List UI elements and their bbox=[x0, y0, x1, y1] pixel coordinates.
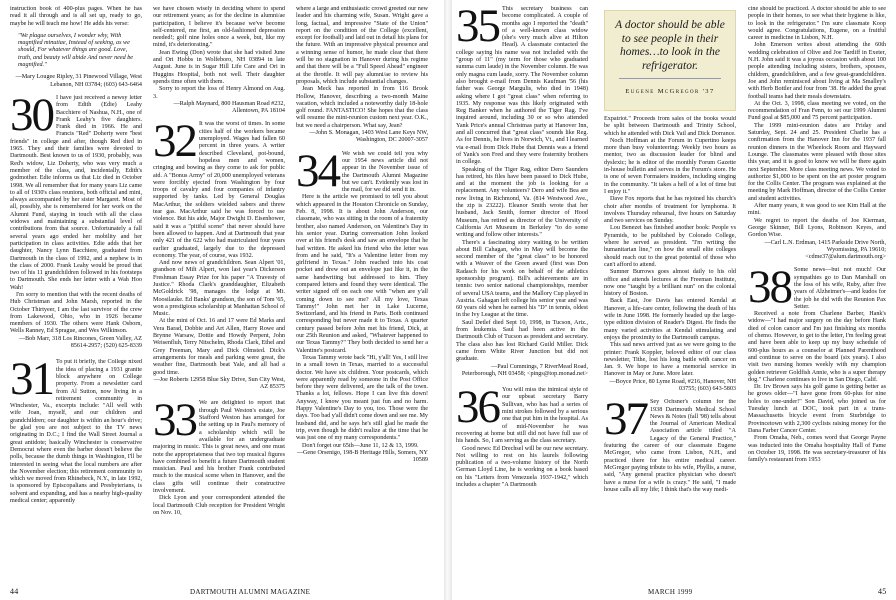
left-page-number: 44 bbox=[10, 587, 19, 596]
col1-intro: instruction book of 400-plus pages. When he has read it all through and is all set up, ready to go, maybe he will teach me how! He adds his verse: bbox=[10, 6, 142, 27]
column-6 bbox=[748, 6, 886, 582]
pull-quote-text: A doctor should be able to see people in their homes…to look in the refrigerator. bbox=[615, 19, 725, 72]
col5-para-4: Lou Benezet has finished another book: People vs Pyramids, to be published by Colorado College, where he served as president. "I'm writing the humanitarian line," on how the small elite colleges should reach out to the great potential of those who can't afford to attend. bbox=[604, 225, 736, 268]
col3-intro: where a large and enthusiastic crowd greeted our new leader and his charming wife, Susan. Wright gave a long, factual, and impressive "State of the Union" report on the condition of the College (excellent, except for football) and laid out in detail his plans for the future. With an impressive physical presence and a winning sense of humor, he made clear that there will be no stagnation in Hanover during his regime and that there will be a "Full Speed Ahead" engineer at the throttle. It will pay alumni/ae to review his proposals, which include substantial changes. bbox=[296, 6, 428, 85]
class-entry-31 bbox=[10, 359, 142, 505]
col2-para-6: Dick Lyon and your correspondent attended the local Dartmouth Club reception for President Wright on Nov. 10, bbox=[153, 495, 285, 516]
col4-para-2: Speaking of the Tiger Rag, editor Dero Saunders has retired, his files have been passed to Dick Hube, and at the moment the job is looking for a replacement. Any volunteers? Dero and wife Bea are now living in Richmond, Va. (814 Westwood Ave., the zip is 23222). Eleanor Smith wrote that her husband, Jack Smith, former director of Hood Museum, has retired as director of the University of California Art Museum in Berkeley "to do some writing and follow other interests." bbox=[456, 166, 588, 239]
entry-38-text: Some news—but not much! Our sympathies go to Dan Marshall on the loss of his wife, Ruby, after five years of Alzheimer's—and kudos for the job he did with the Reunion Pax Setter. bbox=[794, 267, 886, 310]
col5-para-7: This sad news arrived just as we were going to the printer: Frank Koppler, beloved editor of our class newsletter, Tithe, lost his long battle with cancer on Jan. 9. We hope to have a memorial service in Hanover in May or June. More later. bbox=[604, 342, 736, 378]
col6-para-8: Dr. Irv Brown says his golf game is getting better as he grows older—"I have gone from 60-plus for nine holes to one-under!" Son David, who joined us for Tuesday lunch at DOC, took part in a trans-Massachusetts bicycle event from Sturbridge to Provincetown with 2,300 cyclists raising money for the Dana Farber Cancer Center. bbox=[748, 384, 886, 434]
column-5 bbox=[604, 116, 736, 582]
class-entry-38 bbox=[748, 267, 886, 464]
entry-36-text: You will miss the inimical style of our upbeat secretary Barry Sullivan, who has had a series of mini strokes followed by a serious one that put him in the hospital. As of mid-November he was recovering at home but still did not have full use of his hands. So, I am serving as the class secretary. bbox=[456, 387, 588, 445]
col3-signature-1: —John S. Monagan, 1403 West Lane Keys NW, Washington, DC 20007-3057 bbox=[309, 130, 428, 144]
column-5-wrapper bbox=[600, 6, 740, 582]
entry-33-text: We are delighted to report that through Paul Weston's estate, Joe Stafford Weston has arranged for the setting up in Paul's memory of a scholarship which will be available for an undergraduate majoring in music. This is great news, and one must note the appropriateness that two top musical figures have combined to benefit a future Dartmouth student musician. Paul and his brother Frank contributed much to the musical scene when in Hanover, and the class gifts will continue their constructive involvement. bbox=[153, 400, 285, 494]
col6-para-4: The 1999 mini-reunion dates are Friday and Saturday, Sept. 24 and 25. President Charlie has a confirmation from the Hanover Inn for the 1937 fall reunion dinners in the Wheelock Room and Hayward Lounge. The classmates were pleased with those sites this year, and it is good to know we will be there again next September. More class meeting news. We voted to authorize $1,000 to be spent on the art poster program for the Collis Center. The program was explained at the meeting by Mark Hoffman, director of the Collis Center and student activities. bbox=[748, 122, 886, 202]
class-number-30: 30 bbox=[10, 94, 53, 141]
col6-signature-1: —Carl L.N. Erdman, 1415 Parkside Drive North, Wyomissing, PA 19610; <cdme37@alum.dartmouth.org> bbox=[764, 239, 886, 261]
col1-poem: "We plague ourselves, I wonder why, With magnified minutiae, Instead of seeking, as we should, For whatever things are good. Love, truth, and beauty will abide And never need be magnified." bbox=[18, 32, 133, 69]
col2-intro: we have chosen wisely in deciding where to spend our retirement years; as for the decline in alumni/ae participation, I believe it's because we've become self-centered, me first, an old-fashioned depression needed!; golf nine holes once a week, but, like my mind, it's deteriorating." bbox=[153, 6, 285, 49]
right-footer-date: MARCH 1999 bbox=[648, 588, 693, 596]
class-number-33: 33 bbox=[153, 400, 196, 447]
class-entry-37 bbox=[604, 399, 736, 494]
column-2 bbox=[153, 6, 285, 582]
col6-para-6: We regret to report the deaths of Joe Kierman, George Skinner, Bill Lyons, Robinson Keyes, and Gordon Wise. bbox=[748, 217, 886, 239]
left-footer-title: DARTMOUTH ALUMNI MAGAZINE bbox=[190, 588, 311, 596]
class-number-38: 38 bbox=[748, 267, 791, 314]
col2-para-3: Sorry to report the loss of Henry Almond on Aug. 3. bbox=[153, 86, 285, 100]
col5-para-5: Sumner Burrows goes almost daily to his old office and attends lectures at the Freeman Institute, now one "taught by a brilliant nun" on the colonial history of Boston. bbox=[604, 269, 736, 298]
col2-signature-2: —Joe Roberts 12958 Blue Sky Drive, Sun City West, AZ 85375 bbox=[153, 376, 285, 391]
col3-para-3: Here is the article we promised to tell you about which appeared in the Houston Chronicle on Sunday, Feb. 8, 1998. It is about John Anderson, our classmate, who was sitting in the room of a fraternity brother, also named Anderson, on Valentine's Day in his senior year. During conversation John looked over at his friend's desk and saw an envelope that he had written. He asked his friend who the letter was from and he said, "It's a Valentine letter from my girlfriend in Texas." John reached into his coat pocket and drew out an envelope just like it, in the same handwriting but addressed to him. They compared letters and found they were identical. The writer signed off on each one with "when are y'all coming down to see me? All my love, Texas Tammy!" John met her in Lake Lucerne, Switzerland, and his friend in Paris. Both continued corresponding but never made it to Texas. A quarter century passed before John met his friend, Dick, at our 25th Reunion and asked, "Whatever happened to our Texas Tammy?" They both decided to send her a Valentine's postcard. bbox=[296, 194, 428, 354]
col5-para-2: Noch Hoffman at the Forum in Cupertino keeps more than busy volunteering: Weekly two hours as mentor, two as discussion leader for blind and dyslexic; he is editor of the monthly Forum Gazette in-house bulletin and serves in the Forum's store. He is one of seven Formaiers insiders, including singing in the community. "It takes a hell of a lot of time but I enjoy it." bbox=[604, 137, 736, 195]
col4-para-5: Good news: Ed Drechsel will be our new secretary. Not willing to rest on his laurels following publication of a two-volume history of the North German Lloyd Line, he is working on a book based on his "Letters from Venezuela 1937-1942," which includes a chapter "A Dartmouth bbox=[456, 445, 588, 488]
col1-signature: —Mary Lougee Ripley, 31 Pinewood Village, West Lebanon, NH 03784; (603) 643-6464 bbox=[15, 74, 142, 88]
col6-para-7: Received a note from Charlene Barber, Hank's widow—"I had major surgery on the day before Hank died of colon cancer and I'm just finishing six months of chemo. However, to get to the letter, I'm feeling great and have been able to keep up my busy schedule of 600-plus hours as a counselor at Planned Parenthood and continue to serve on the board (six years). I also visit two nursing homes weekly with my champion golden retriever Goldfish Annie, who is a super therapy dog." Charlene continues to live in San Diego, Calif. bbox=[748, 311, 886, 383]
entry-34-text: We wish we could tell you why our 1954 news article did not appear in the November issue of the Dartmouth Alumni Magazine but we can't. Evidently was lost in the mail, for we did send it in. bbox=[342, 150, 428, 194]
col2-para-4: And now news of grandchildren. Sean Alpert '01, grandson of Milt Alpert, won last year's Dickerson Freshman Essay Prize for his paper "A Travesty of Justice." Rhoda Clark's granddaughter, Elizabeth McGoldrick '98, manages the lodge at Mt. Moosilauke. Ed Banks' grandson, the son of Tom '65, won a prestigious scholarship at Manhattan School of Music. bbox=[153, 260, 285, 318]
right-page bbox=[452, 0, 896, 600]
entry-30-signature: —Bob Marr, 318 Los Rincones, Green Valley, AZ 85614-2957; (520) 625-8339 bbox=[18, 335, 142, 350]
class-number-32: 32 bbox=[153, 121, 196, 168]
col5-para-3: Dave Fox reports that he has rejoined his church's choir after months of treatment for lymphoma. It involves Thursday rehearsal, five hours on Saturday and two services on Sunday. bbox=[604, 196, 736, 225]
col3-para-5: Don't forget our 65th—June 11, 12 & 13, 1999. bbox=[302, 442, 419, 449]
col6-para-5: After many years, it was good to see Kim Hall at the mini. bbox=[748, 203, 886, 217]
col2-para-5: At the mini of Oct. 16 and 17 were Ed Marks and Vera Barad, Dobbie and Art Allen, Harry Rowe and Brynne Warsaw, Dottie and Howdy Perpent, John Weisenfluh, Terry Nitschelm, Rhoda Clark, Ethel and Grey Freeman, Mary and Dick Olmsted. Dick's arrangements for meals and parking were great, the weather fine, Dartmouth beat Yale, and all had a good time. bbox=[153, 318, 285, 376]
col2-para-2: Jean Ewing (Don) wrote that she had visited June and Ori Hobbs in Wolfeboro, NH 03894 in late August. June is in Sugar Hill Life Care and Ori in Huggins Hospital, both not well. Their daughter spends time often with them. bbox=[153, 49, 285, 85]
col5-para-6: Back East, Joe Davis has entered Kendal at Hanover, a life-care center, following the death of his wife in June 1998. He formerly headed up the large-type edition division of Reader's Digest. He finds the many varied activities at Kendal stimulating and enjoys the proximity to the Dartmouth campus. bbox=[604, 298, 736, 341]
col3-signature-2: —Gene Orsenigo, 198-B Heritage Hills, Somers, NY 10589 bbox=[296, 449, 428, 464]
col6-intro: cine should be practiced. A doctor should be able to see people in their homes, to see what their hygiene is like, to look in the refrigerator." I'm sure classmate Koop would agree. Congratulations, Eugene, on a fruitful career in medicine in Lisbon, N.H. bbox=[748, 6, 886, 42]
col6-para-9: From Omaha, Neb., comes word that George Payne was inducted into the Omaha hospitality Hall of Fame on October 19, 1998. He was secretary-treasurer of his family's restaurant from 1953 bbox=[748, 435, 886, 464]
class-entry-33 bbox=[153, 400, 285, 517]
class-number-36: 36 bbox=[456, 387, 499, 434]
col6-para-2: John Emerson writes about attending the 60th wedding celebration of Olive and Joe Tardiff in Exeter, N.H. John said it was a joyous occasion with about 100 people attending including sisters, brothers, spouses, children, grandchildren, and a few great-grandchildren. Joe and John reminisced about living at Ma Smalley's with Herb Bottler and four from '38. He added the great football teams had their meals downstairs. bbox=[748, 42, 886, 100]
col4-para-3: There's a fascinating story waiting to be written about Bill Cahagan, who in May will become the second member of the "great class" to be honored with a Weaver of the Green award (first was Don Radasch for his work on behalf of the athletics sponsorship program). Bill's achievements are in tennis: two senior national championships, member of several USA teams, and the Mallory Cup played in Austria. Gahagan left college his senior year and was 60 years old when he earned his "D" in tennis, oldest in the Ivy League at the time. bbox=[456, 239, 588, 319]
class-entry-35 bbox=[456, 6, 588, 381]
class-number-34: 34 bbox=[296, 150, 339, 197]
page-gutter bbox=[444, 0, 452, 600]
col5-intro: Expatriot." Proceeds from sales of the books would be split between Dartmouth and Trinity School, which he attended with Dick Vail and Dick Dorrance. bbox=[604, 116, 736, 137]
column-3 bbox=[296, 6, 428, 582]
class-entry-30 bbox=[10, 95, 142, 353]
entry-30-text-2: I'm sorry to mention that with the recent deaths of Hub Christman and John Marsh, reported in the October Thirtyeer, I am the last survivor of the crew from Lakewood, Ohio, who in 1926 became members of 1930. The others were Hank Osborn, Wells Ranney, Ed Sprague, and Wes Wilkinson. bbox=[10, 291, 142, 335]
right-page-number: 45 bbox=[878, 587, 887, 596]
col4-para-4: Saul Detlef died Sept 10, 1998, in Tucson, Ariz., from leukemia. Saul had been active in the Dartmouth Club of Tucson as president and secretary. The class also has lost Richard Guild Miller. Dick came from White River Junction but did not graduate. bbox=[456, 319, 588, 363]
entry-37-text: Sey Ochsner's column for the 1938 Dartmouth Medical School News & Notes (fall '98) tells about the Journal of American Medical Association article titled "A Legacy of the General Practice," featuring the career of our classmate Eugene McGregor, who came from Lisbon, N.H., and practiced there for his entire medical career. McGregor paying tribute to his wife, Phyllis, a nurse, said, "Any general practice physician who doesn't have a nurse for a wife is crazy." He said, "I made house calls all my life; I think that's the way medi- bbox=[604, 399, 736, 493]
col5-signature-1: —Boyce Price, 80 Lyme Road, #216, Hanover, NH 03755; (603) 643-5803 bbox=[609, 378, 736, 392]
col2-signature-1: —Ralph Maynard, 800 Hausman Road #232, Allentown, PA 18104 bbox=[173, 100, 285, 115]
pull-quote-box bbox=[604, 10, 736, 111]
column-1 bbox=[10, 6, 142, 582]
entry-32-text: It was the worst of times. In some cities half of the workers became unemployed. Wages had fallen 60 percent in three years. A writer described Cleveland, pot-bound, hopeless men and women, cringing and bowing as they come to ask for public aid. A "Bonus Army" of 20,000 unemployed veterans were forcibly ejected from Washington by four troops of cavalry and four companies of infantry supported by tanks. Led by General Douglas MacArthur, the soldiers wielded sabers and threw tear gas. MacArthur said he was forced to use violence. But his aide, Major Dwight D. Eisenhower, said it was a "pitiful scene" that never should have been allowed to happen. And at Dartmouth that year only 421 of the 622 who had matriculated four years earlier graduated, largely due to the depressed economy. The year, of course, was 1932. bbox=[153, 121, 285, 259]
class-entry-34 bbox=[296, 151, 428, 468]
class-entry-32 bbox=[153, 121, 285, 394]
class-number-31: 31 bbox=[10, 359, 53, 406]
entry-30-text: I have just received a newsy letter from Edith (Edie) Leahy Bacchiere of Nashua, N.H., one of Frank Leahy's five daughters. Frank died in 1966. He and Francis "Red" Doherty were "best friends" in college and after, though Red died in 1965. They and their families were devoted to Dartmouth. Best known to us of 1930, probably, was Red's widow, Liz Doherty, who was very much a member of the class, and, incidentally, Edith's godmother. Edie informs us that Liz died in October 1998. We all remember that for many years Liz came to all of 1930's class reunions, both official and mini, always accompanied by her sister Margaret. Most of all, possibly, she is remembered for her work on the Alumni Fund, staying in touch with all the class widows and maintaining a substantial level of contributions from that source. Unfortunately a fall several years ago ended her mobility and her participation in class activities. Edie adds that her daughter, Nancy Lynn Bacchiere, graduated from Dartmouth in the class of 1992, and a nephew is in the class of 2000. Frank Leahy would be proud that two of his 11 grandchildren followed in his footsteps to Dartmouth. She ends her letter with a Wah Hoo Wah! bbox=[10, 94, 142, 291]
class-entry-36 bbox=[456, 387, 588, 489]
col3-para-2: Jean Meck has reported in from 116 Brook Hollow, Hanover, describing a two-month Maine vacation, which included a noteworthy daily 18-hole golf round. FANTASTICO! She hopes that the class will resume the mini-reunion custom next year. O.K., but we need a chairperson. What say, Jean? bbox=[296, 86, 428, 129]
entry-35-text: This secretary business can become complicated. A couple of months ago I reported the "death" of a well-known class widow (she's very much alive at Hilton Head). A classmate contacted the college saying his name was not included with the "group of 11" (my term for those who graduated summa cum laude) in the November column. He was only magna cum laude, sorry. The November column also brought e-mail from Dennis Kaufman '56 (his father was George Margulis, who died in 1948) asking where I got "great class" when referring to 1935. My response was this likely originated with Reg Banker when he authored the Tiger Rag. I've inquired around, including 30 or so who attended Yank Price's annual Christmas party at Hanover Inn, and all concurred that "great class" sounds like Reg. As for Dennis, he lives in Norwich, Vt., and I learned via e-mail from Dick Hube that Dennis was a friend of Yank's son Fred and they were fraternity brothers in college. bbox=[456, 6, 588, 166]
col6-para-3: At the Oct. 3, 1998, class meeting we voted, on the recommendation of Fran Fenn, to set our 1999 Alumni Fund goal at $85,000 and 75 percent participation. bbox=[748, 100, 886, 122]
entry-31-text: To put it briefly, the College nixed the idea of placing a 1931 granite block anywhere on College property. From a newsletter card from Al Sutton, now living in a retirement community in Winchester, Va., excerpts include: "All well with wife Joan, myself, and our children and grandchildren; our daughter is within an hour's drive; be glad you are not subject to the TV news originating in D.C.; I find the Wall Street Journal a great antidote; basically Winchester is conservative Democrat where even the barber doesn't believe the polls, because the dumb things in Washington, I'll be interested in seeing what the local numbers are after the November election; this retirement community to which we moved from Rhinebeck, N.Y., in late 1992, is sponsored by Episcopalians and Presbyterians, is solvent and expanding, and has a nearby high-quality medical center; apparently bbox=[10, 359, 142, 504]
left-page bbox=[0, 0, 444, 600]
col4-signature-1: —Paul Cummings, 7 RiverMead Road, Peterborough, NH 03458; <pings@top.monad.net> bbox=[461, 363, 588, 377]
pull-quote-attribution: Eugene McGregor '37 bbox=[625, 88, 715, 95]
pull-quote-rule bbox=[619, 78, 721, 79]
column-4 bbox=[456, 6, 588, 582]
class-number-37: 37 bbox=[604, 399, 647, 446]
col3-para-4: Texas Tammy wrote back "Hi, y'all! Yes, I still live in a small town in Texas, married to a successful doctor. We have six children. Your postcards, which were apparently read by someone in the Post Office before they were delivered, are the talk of the town. Thanks a lot, fellows. Hope I can live this down! Anyway, I know you meant just fun and no harm. Happy Valentine's Day to you, too. Those were the days. Too bad y'all didn't come down and see me. My husband did, and he says he's still glad he made the trip, even though he didn't realize at the time that he was just one of my many correspondents." bbox=[296, 354, 428, 442]
class-number-35: 35 bbox=[456, 6, 499, 52]
